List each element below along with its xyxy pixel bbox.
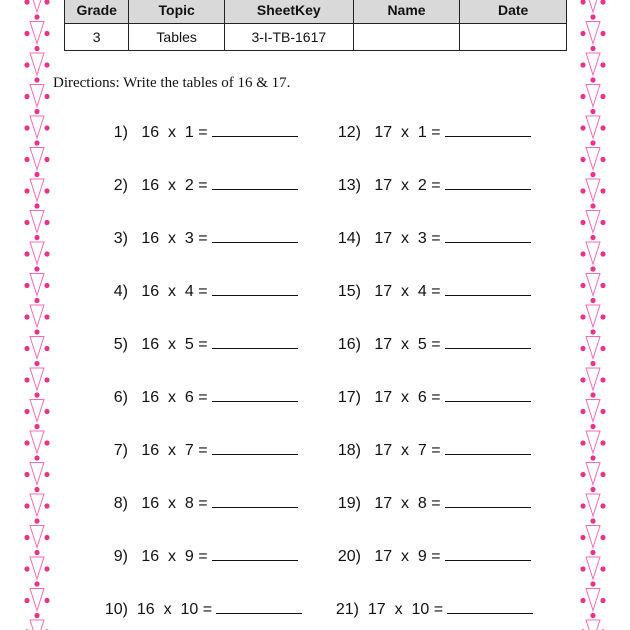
border-triangle: [586, 494, 600, 516]
problem-right-16: [333, 333, 531, 353]
border-dot: [44, 31, 49, 36]
problem-expression: 16 x 4 =: [141, 283, 208, 300]
border-dot: [34, 14, 39, 19]
border-dot: [44, 440, 49, 445]
border-dot: [590, 140, 595, 145]
border-dot: [580, 188, 585, 193]
border-dot: [580, 377, 585, 382]
problem-number: 16): [337, 336, 361, 353]
border-triangle: [30, 526, 44, 548]
problem-left-1: [104, 121, 298, 141]
border-dot: [590, 455, 595, 460]
border-triangle: [30, 242, 44, 264]
border-dot: [44, 314, 49, 319]
border-dot: [34, 392, 39, 397]
problem-number: 18): [337, 442, 361, 459]
problem-expression: 17 x 2 =: [374, 177, 441, 194]
border-dot: [600, 125, 605, 130]
sheetkey-value: 3-I-TB-1617: [224, 24, 353, 51]
border-dot: [24, 409, 29, 414]
border-dot: [590, 361, 595, 366]
problem-expression: 17 x 9 =: [374, 548, 441, 565]
info-value-row: [65, 24, 567, 51]
border-dot: [44, 503, 49, 508]
border-dot: [24, 0, 29, 5]
answer-blank[interactable]: [212, 439, 298, 455]
problem-number: 6): [113, 389, 128, 406]
border-triangle: [30, 85, 44, 107]
border-triangle: [30, 53, 44, 75]
border-dot: [34, 581, 39, 586]
border-triangle: [586, 620, 600, 630]
border-dot: [24, 31, 29, 36]
answer-blank[interactable]: [447, 598, 533, 614]
border-dot: [580, 598, 585, 603]
border-dot: [600, 62, 605, 67]
border-dot: [580, 251, 585, 256]
problem-left-7: [104, 439, 298, 459]
problem-number: 19): [337, 495, 361, 512]
border-triangle: [30, 463, 44, 485]
border-dot: [34, 77, 39, 82]
border-dot: [590, 613, 595, 618]
border-dot: [590, 329, 595, 334]
border-dot: [590, 235, 595, 240]
border-triangle: [586, 557, 600, 579]
border-dot: [44, 566, 49, 571]
problem-number: 8): [113, 495, 128, 512]
border-triangle: [30, 494, 44, 516]
border-dot: [580, 220, 585, 225]
border-dot: [34, 46, 39, 51]
answer-blank[interactable]: [445, 174, 531, 190]
border-triangle: [586, 148, 600, 170]
border-dot: [34, 487, 39, 492]
problem-left-6: [104, 386, 298, 406]
answer-blank[interactable]: [212, 545, 298, 561]
problem-right-12: [333, 121, 531, 141]
decorative-border-left: [22, 0, 52, 630]
problem-number: 12): [337, 124, 361, 141]
border-triangle: [586, 400, 600, 422]
problem-right-17: [333, 386, 531, 406]
border-dot: [600, 535, 605, 540]
border-dot: [34, 203, 39, 208]
problem-number: 13): [337, 177, 361, 194]
border-dot: [580, 94, 585, 99]
border-dot: [600, 566, 605, 571]
problem-expression: 16 x 1 =: [141, 124, 208, 141]
border-dot: [44, 472, 49, 477]
border-dot: [44, 409, 49, 414]
border-dot: [44, 346, 49, 351]
answer-blank[interactable]: [216, 598, 302, 614]
problem-number: 15): [337, 283, 361, 300]
border-triangle: [30, 305, 44, 327]
border-dot: [34, 172, 39, 177]
border-dot: [580, 409, 585, 414]
problem-right-15: [333, 280, 531, 300]
border-dot: [24, 251, 29, 256]
sheetkey-header: SheetKey: [224, 0, 353, 24]
problem-expression: 17 x 8 =: [374, 495, 441, 512]
border-dot: [44, 377, 49, 382]
problem-right-19: [333, 492, 531, 512]
border-dot: [590, 14, 595, 19]
border-dot: [24, 472, 29, 477]
problem-expression: 17 x 5 =: [374, 336, 441, 353]
directions-text: Directions: Write the tables of 16 & 17.: [53, 75, 291, 91]
border-dot: [34, 518, 39, 523]
problem-expression: 17 x 7 =: [374, 442, 441, 459]
border-dot: [24, 598, 29, 603]
answer-blank[interactable]: [445, 333, 531, 349]
problem-right-20: [333, 545, 531, 565]
border-dot: [580, 125, 585, 130]
decorative-border-right: [578, 0, 608, 630]
border-triangle: [586, 22, 600, 44]
border-dot: [580, 440, 585, 445]
problem-expression: 17 x 4 =: [374, 283, 441, 300]
answer-blank[interactable]: [445, 280, 531, 296]
border-dot: [34, 361, 39, 366]
problem-expression: 16 x 2 =: [141, 177, 208, 194]
border-triangle: [30, 557, 44, 579]
info-header-row: [65, 0, 567, 24]
problem-right-14: [333, 227, 531, 247]
border-dot: [600, 220, 605, 225]
border-triangle: [586, 337, 600, 359]
border-dot: [44, 125, 49, 130]
border-dot: [24, 283, 29, 288]
problem-expression: 16 x 10 =: [136, 601, 213, 618]
border-dot: [600, 0, 605, 5]
border-dot: [34, 140, 39, 145]
answer-blank[interactable]: [212, 492, 298, 508]
border-triangle: [30, 589, 44, 611]
topic-value: Tables: [129, 24, 225, 51]
border-dot: [24, 440, 29, 445]
border-dot: [44, 94, 49, 99]
border-dot: [44, 188, 49, 193]
answer-blank[interactable]: [445, 227, 531, 243]
grade-header: Grade: [65, 0, 129, 24]
border-triangle: [30, 337, 44, 359]
border-dot: [580, 566, 585, 571]
border-dot: [24, 566, 29, 571]
answer-blank[interactable]: [212, 280, 298, 296]
problem-right-21: [331, 598, 533, 618]
border-dot: [600, 314, 605, 319]
border-dot: [24, 157, 29, 162]
border-triangle: [586, 526, 600, 548]
border-dot: [24, 188, 29, 193]
border-triangle: [30, 400, 44, 422]
border-dot: [590, 203, 595, 208]
border-dot: [590, 487, 595, 492]
border-dot: [580, 535, 585, 540]
answer-blank[interactable]: [212, 174, 298, 190]
border-dot: [590, 424, 595, 429]
border-dot: [44, 62, 49, 67]
border-dot: [600, 409, 605, 414]
problem-expression: 17 x 3 =: [374, 230, 441, 247]
answer-blank[interactable]: [445, 121, 531, 137]
border-dot: [600, 377, 605, 382]
problem-number: 20): [337, 548, 361, 565]
problem-expression: 17 x 6 =: [374, 389, 441, 406]
border-triangle: [586, 242, 600, 264]
border-triangle: [586, 53, 600, 75]
border-dot: [600, 440, 605, 445]
problem-left-4: [104, 280, 298, 300]
border-dot: [600, 598, 605, 603]
border-dot: [44, 251, 49, 256]
border-triangle: [586, 463, 600, 485]
problem-expression: 16 x 8 =: [141, 495, 208, 512]
border-dot: [34, 550, 39, 555]
name-header: Name: [353, 0, 460, 24]
problem-expression: 16 x 9 =: [141, 548, 208, 565]
border-dot: [590, 550, 595, 555]
border-dot: [580, 346, 585, 351]
border-dot: [24, 220, 29, 225]
border-dot: [580, 157, 585, 162]
border-triangle: [30, 620, 44, 630]
border-dot: [580, 314, 585, 319]
problem-number: 3): [113, 230, 128, 247]
border-dot: [590, 392, 595, 397]
border-dot: [590, 77, 595, 82]
border-dot: [44, 598, 49, 603]
problem-number: 9): [113, 548, 128, 565]
name-field[interactable]: [353, 24, 460, 51]
border-dot: [600, 503, 605, 508]
border-dot: [590, 298, 595, 303]
border-triangle: [586, 211, 600, 233]
border-dot: [600, 472, 605, 477]
border-dot: [590, 172, 595, 177]
problem-number: 1): [113, 124, 128, 141]
problem-expression: 17 x 10 =: [367, 601, 444, 618]
answer-blank[interactable]: [212, 227, 298, 243]
border-dot: [34, 613, 39, 618]
border-triangle: [586, 85, 600, 107]
border-triangle: [30, 116, 44, 138]
answer-blank[interactable]: [212, 333, 298, 349]
border-dot: [44, 0, 49, 5]
border-triangle: [586, 116, 600, 138]
problem-number: 10): [104, 601, 128, 618]
border-dot: [24, 346, 29, 351]
border-triangle: [30, 211, 44, 233]
border-triangle: [586, 431, 600, 453]
problem-left-3: [104, 227, 298, 247]
border-dot: [600, 94, 605, 99]
problem-expression: 17 x 1 =: [374, 124, 441, 141]
problem-expression: 16 x 3 =: [141, 230, 208, 247]
border-dot: [44, 220, 49, 225]
border-dot: [24, 94, 29, 99]
problem-expression: 16 x 7 =: [141, 442, 208, 459]
answer-blank[interactable]: [445, 386, 531, 402]
border-dot: [600, 251, 605, 256]
border-triangle: [30, 179, 44, 201]
border-dot: [34, 109, 39, 114]
border-triangle: [586, 589, 600, 611]
problem-right-13: [333, 174, 531, 194]
problem-number: 7): [113, 442, 128, 459]
problem-left-2: [104, 174, 298, 194]
border-triangle: [30, 431, 44, 453]
problem-expression: 16 x 6 =: [141, 389, 208, 406]
border-dot: [34, 455, 39, 460]
border-triangle: [586, 368, 600, 390]
border-dot: [24, 377, 29, 382]
border-dot: [34, 424, 39, 429]
problem-number: 4): [113, 283, 128, 300]
border-dot: [600, 157, 605, 162]
date-header: Date: [460, 0, 567, 24]
border-triangle: [30, 274, 44, 296]
answer-blank[interactable]: [445, 492, 531, 508]
border-dot: [24, 314, 29, 319]
border-dot: [24, 535, 29, 540]
border-triangle: [586, 179, 600, 201]
border-triangle: [30, 148, 44, 170]
border-dot: [580, 283, 585, 288]
problem-expression: 16 x 5 =: [141, 336, 208, 353]
border-triangle: [586, 274, 600, 296]
border-dot: [590, 266, 595, 271]
date-field[interactable]: [460, 24, 567, 51]
border-triangle: [586, 0, 600, 12]
problem-number: 5): [113, 336, 128, 353]
border-dot: [600, 188, 605, 193]
border-dot: [24, 62, 29, 67]
border-dot: [44, 283, 49, 288]
problem-right-18: [333, 439, 531, 459]
answer-blank[interactable]: [212, 386, 298, 402]
border-dot: [590, 109, 595, 114]
border-triangle: [586, 305, 600, 327]
problem-left-8: [104, 492, 298, 512]
border-dot: [580, 0, 585, 5]
grade-value: 3: [65, 24, 129, 51]
border-dot: [34, 329, 39, 334]
border-dot: [580, 472, 585, 477]
border-triangle: [30, 0, 44, 12]
answer-blank[interactable]: [212, 121, 298, 137]
border-dot: [580, 31, 585, 36]
border-dot: [44, 535, 49, 540]
problem-number: 21): [335, 601, 359, 618]
border-dot: [34, 235, 39, 240]
border-dot: [580, 503, 585, 508]
border-dot: [600, 283, 605, 288]
problem-left-10: [100, 598, 302, 618]
answer-blank[interactable]: [445, 439, 531, 455]
border-dot: [34, 266, 39, 271]
problem-left-5: [104, 333, 298, 353]
problem-left-9: [104, 545, 298, 565]
border-dot: [24, 125, 29, 130]
border-dot: [590, 46, 595, 51]
problem-number: 17): [337, 389, 361, 406]
border-triangle: [30, 22, 44, 44]
border-dot: [600, 346, 605, 351]
problem-number: 2): [113, 177, 128, 194]
border-dot: [580, 62, 585, 67]
border-dot: [600, 31, 605, 36]
border-dot: [24, 503, 29, 508]
border-triangle: [30, 368, 44, 390]
border-dot: [34, 298, 39, 303]
answer-blank[interactable]: [445, 545, 531, 561]
worksheet-info-table: [64, 0, 567, 51]
topic-header: Topic: [129, 0, 225, 24]
problem-number: 14): [337, 230, 361, 247]
border-dot: [590, 581, 595, 586]
border-dot: [590, 518, 595, 523]
border-dot: [44, 157, 49, 162]
